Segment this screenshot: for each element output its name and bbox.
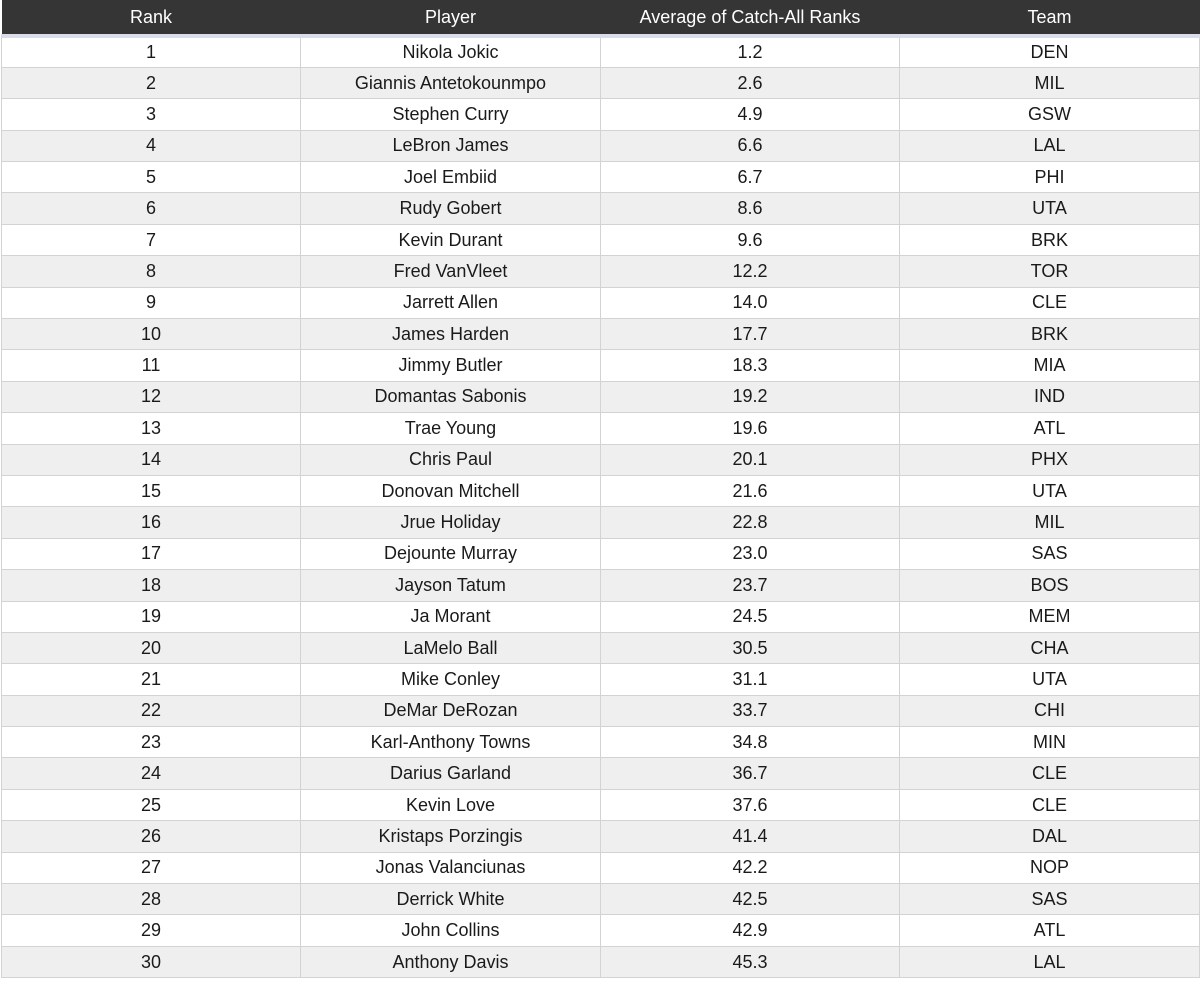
average-cell: 36.7 — [601, 758, 900, 789]
rank-cell: 23 — [2, 727, 301, 758]
average-cell: 34.8 — [601, 727, 900, 758]
table-row — [2, 632, 1200, 663]
table-row — [2, 475, 1200, 506]
team-cell: PHI — [900, 162, 1200, 193]
table-row — [2, 507, 1200, 538]
player-cell: Chris Paul — [301, 444, 601, 475]
team-cell: ATL — [900, 413, 1200, 444]
rank-cell: 10 — [2, 319, 301, 350]
team-cell: SAS — [900, 538, 1200, 569]
average-cell: 21.6 — [601, 475, 900, 506]
table-row — [2, 946, 1200, 977]
average-cell: 23.7 — [601, 570, 900, 601]
team-cell: MIL — [900, 67, 1200, 98]
player-cell: Jonas Valanciunas — [301, 852, 601, 883]
team-cell: BRK — [900, 319, 1200, 350]
player-cell: Fred VanVleet — [301, 256, 601, 287]
team-cell: MIL — [900, 507, 1200, 538]
table-row — [2, 99, 1200, 130]
rankings-table — [1, 0, 1200, 978]
table-row — [2, 789, 1200, 820]
average-cell: 12.2 — [601, 256, 900, 287]
table-row — [2, 36, 1200, 67]
player-cell: Anthony Davis — [301, 946, 601, 977]
player-cell: Darius Garland — [301, 758, 601, 789]
team-cell: NOP — [900, 852, 1200, 883]
player-cell: DeMar DeRozan — [301, 695, 601, 726]
average-cell: 8.6 — [601, 193, 900, 224]
table-row — [2, 224, 1200, 255]
table-row — [2, 413, 1200, 444]
average-cell: 30.5 — [601, 632, 900, 663]
player-cell: Jrue Holiday — [301, 507, 601, 538]
average-cell: 6.7 — [601, 162, 900, 193]
average-cell: 22.8 — [601, 507, 900, 538]
average-cell: 4.9 — [601, 99, 900, 130]
player-cell: Domantas Sabonis — [301, 381, 601, 412]
player-cell: Kevin Durant — [301, 224, 601, 255]
table-row — [2, 852, 1200, 883]
player-cell: John Collins — [301, 915, 601, 946]
average-cell: 23.0 — [601, 538, 900, 569]
average-cell: 14.0 — [601, 287, 900, 318]
rank-cell: 30 — [2, 946, 301, 977]
table-row — [2, 758, 1200, 789]
rank-cell: 1 — [2, 36, 301, 67]
header-average: Average of Catch-All Ranks — [601, 0, 900, 36]
player-cell: Trae Young — [301, 413, 601, 444]
player-cell: Joel Embiid — [301, 162, 601, 193]
table-row — [2, 695, 1200, 726]
team-cell: CLE — [900, 758, 1200, 789]
team-cell: CHA — [900, 632, 1200, 663]
table-row — [2, 444, 1200, 475]
team-cell: BRK — [900, 224, 1200, 255]
rank-cell: 5 — [2, 162, 301, 193]
team-cell: PHX — [900, 444, 1200, 475]
rank-cell: 29 — [2, 915, 301, 946]
rank-cell: 2 — [2, 67, 301, 98]
player-cell: Nikola Jokic — [301, 36, 601, 67]
team-cell: LAL — [900, 130, 1200, 161]
average-cell: 19.2 — [601, 381, 900, 412]
rank-cell: 28 — [2, 884, 301, 915]
table-body — [2, 36, 1200, 978]
table-row — [2, 319, 1200, 350]
player-cell: Donovan Mitchell — [301, 475, 601, 506]
rank-cell: 7 — [2, 224, 301, 255]
rank-cell: 17 — [2, 538, 301, 569]
player-cell: Giannis Antetokounmpo — [301, 67, 601, 98]
table-row — [2, 664, 1200, 695]
player-cell: Stephen Curry — [301, 99, 601, 130]
table-header — [2, 0, 1200, 36]
team-cell: IND — [900, 381, 1200, 412]
average-cell: 37.6 — [601, 789, 900, 820]
average-cell: 33.7 — [601, 695, 900, 726]
player-cell: Mike Conley — [301, 664, 601, 695]
table-row — [2, 570, 1200, 601]
player-cell: Jarrett Allen — [301, 287, 601, 318]
team-cell: MIN — [900, 727, 1200, 758]
header-rank: Rank — [2, 0, 301, 36]
average-cell: 31.1 — [601, 664, 900, 695]
average-cell: 2.6 — [601, 67, 900, 98]
rank-cell: 4 — [2, 130, 301, 161]
average-cell: 45.3 — [601, 946, 900, 977]
average-cell: 20.1 — [601, 444, 900, 475]
table-row — [2, 381, 1200, 412]
average-cell: 42.9 — [601, 915, 900, 946]
table-row — [2, 915, 1200, 946]
team-cell: TOR — [900, 256, 1200, 287]
rank-cell: 25 — [2, 789, 301, 820]
rank-cell: 18 — [2, 570, 301, 601]
team-cell: MIA — [900, 350, 1200, 381]
team-cell: BOS — [900, 570, 1200, 601]
rank-cell: 3 — [2, 99, 301, 130]
table-row — [2, 821, 1200, 852]
team-cell: UTA — [900, 664, 1200, 695]
team-cell: LAL — [900, 946, 1200, 977]
team-cell: UTA — [900, 475, 1200, 506]
rank-cell: 13 — [2, 413, 301, 444]
table-row — [2, 727, 1200, 758]
rank-cell: 21 — [2, 664, 301, 695]
average-cell: 24.5 — [601, 601, 900, 632]
rank-cell: 11 — [2, 350, 301, 381]
average-cell: 1.2 — [601, 36, 900, 67]
average-cell: 6.6 — [601, 130, 900, 161]
player-cell: LeBron James — [301, 130, 601, 161]
player-cell: Jimmy Butler — [301, 350, 601, 381]
player-cell: Rudy Gobert — [301, 193, 601, 224]
table-row — [2, 256, 1200, 287]
player-cell: Kristaps Porzingis — [301, 821, 601, 852]
rank-cell: 9 — [2, 287, 301, 318]
average-cell: 19.6 — [601, 413, 900, 444]
rank-cell: 24 — [2, 758, 301, 789]
average-cell: 42.5 — [601, 884, 900, 915]
rank-cell: 6 — [2, 193, 301, 224]
team-cell: GSW — [900, 99, 1200, 130]
average-cell: 41.4 — [601, 821, 900, 852]
player-cell: Kevin Love — [301, 789, 601, 820]
average-cell: 17.7 — [601, 319, 900, 350]
team-cell: CLE — [900, 287, 1200, 318]
table-row — [2, 287, 1200, 318]
player-cell: James Harden — [301, 319, 601, 350]
average-cell: 9.6 — [601, 224, 900, 255]
player-cell: Ja Morant — [301, 601, 601, 632]
player-cell: LaMelo Ball — [301, 632, 601, 663]
average-cell: 42.2 — [601, 852, 900, 883]
team-cell: CLE — [900, 789, 1200, 820]
table-row — [2, 601, 1200, 632]
player-cell: Dejounte Murray — [301, 538, 601, 569]
rank-cell: 27 — [2, 852, 301, 883]
table-row — [2, 162, 1200, 193]
team-cell: UTA — [900, 193, 1200, 224]
table-row — [2, 67, 1200, 98]
team-cell: DAL — [900, 821, 1200, 852]
header-row — [2, 0, 1200, 36]
average-cell: 18.3 — [601, 350, 900, 381]
table-row — [2, 350, 1200, 381]
rank-cell: 19 — [2, 601, 301, 632]
team-cell: ATL — [900, 915, 1200, 946]
table-row — [2, 538, 1200, 569]
rank-cell: 12 — [2, 381, 301, 412]
player-cell: Jayson Tatum — [301, 570, 601, 601]
rank-cell: 15 — [2, 475, 301, 506]
header-team: Team — [900, 0, 1200, 36]
team-cell: MEM — [900, 601, 1200, 632]
rank-cell: 26 — [2, 821, 301, 852]
rank-cell: 20 — [2, 632, 301, 663]
player-cell: Derrick White — [301, 884, 601, 915]
team-cell: DEN — [900, 36, 1200, 67]
rank-cell: 14 — [2, 444, 301, 475]
rank-cell: 22 — [2, 695, 301, 726]
player-cell: Karl-Anthony Towns — [301, 727, 601, 758]
rank-cell: 16 — [2, 507, 301, 538]
table-row — [2, 130, 1200, 161]
team-cell: SAS — [900, 884, 1200, 915]
rank-cell: 8 — [2, 256, 301, 287]
table-row — [2, 884, 1200, 915]
header-player: Player — [301, 0, 601, 36]
table-row — [2, 193, 1200, 224]
team-cell: CHI — [900, 695, 1200, 726]
